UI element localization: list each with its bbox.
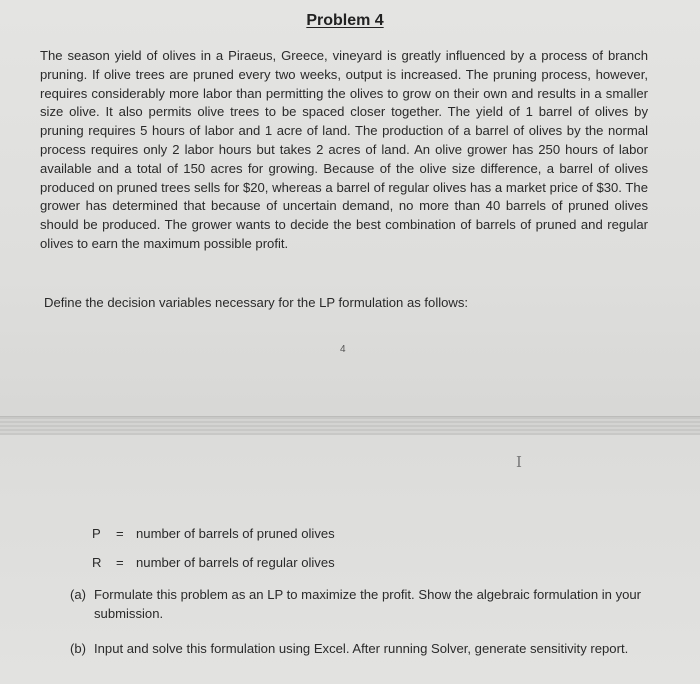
variable-symbol: P	[92, 526, 101, 541]
variable-equals: =	[116, 555, 124, 570]
problem-title: Problem 4	[306, 12, 384, 29]
part-a	[70, 585, 660, 623]
part-text: Input and solve this formulation using Excel. After running Solver, generate sensitivity report.	[94, 641, 629, 656]
part-b	[70, 639, 660, 658]
part-text: Formulate this problem as an LP to maximize the profit. Show the algebraic formulation in your submission.	[94, 587, 642, 621]
page-number: 4	[340, 344, 346, 355]
variable-description: number of barrels of pruned olives	[136, 526, 335, 541]
variable-equals: =	[116, 526, 124, 541]
define-variables-text: Define the decision variables necessary for the LP formulation as follows:	[44, 295, 469, 310]
variable-description: number of barrels of regular olives	[136, 555, 335, 570]
variable-symbol: R	[92, 555, 102, 570]
part-label: (b)	[70, 641, 87, 656]
variable-row-p	[92, 526, 335, 541]
text-cursor-icon: I	[516, 453, 522, 471]
variable-row-r	[92, 555, 335, 570]
page-break-band	[0, 416, 700, 436]
problem-statement: The season yield of olives in a Piraeus, Greece, vineyard is greatly influenced by a process of branch pruning. If olive trees are pruned every two weeks, output is increased. The pruning process, however, requires considerably more labor than permitting the olives to grow on their own and results in a smaller size olive. It also permits olive trees to be spaced closer together. The yield of 1 barrel of olives by pruning requires 5 hours of labor and 1 acre of land. The production of a barrel of olives by the normal process requires only 2 labor hours but takes 2 acres of land. An olive grower has 250 hours of labor available and a total of 150 acres for growing. Because of the olive size difference, a barrel of olives produced on pruned trees sells for $20, whereas a barrel of regular olives has a market price of $30. The grower has determined that because of uncertain demand, no more than 40 barrels of pruned olives should be produced. The grower wants to decide the best combination of barrels of pruned and regular olives to earn the maximum possible profit.	[40, 48, 648, 251]
part-label: (a)	[70, 587, 87, 602]
